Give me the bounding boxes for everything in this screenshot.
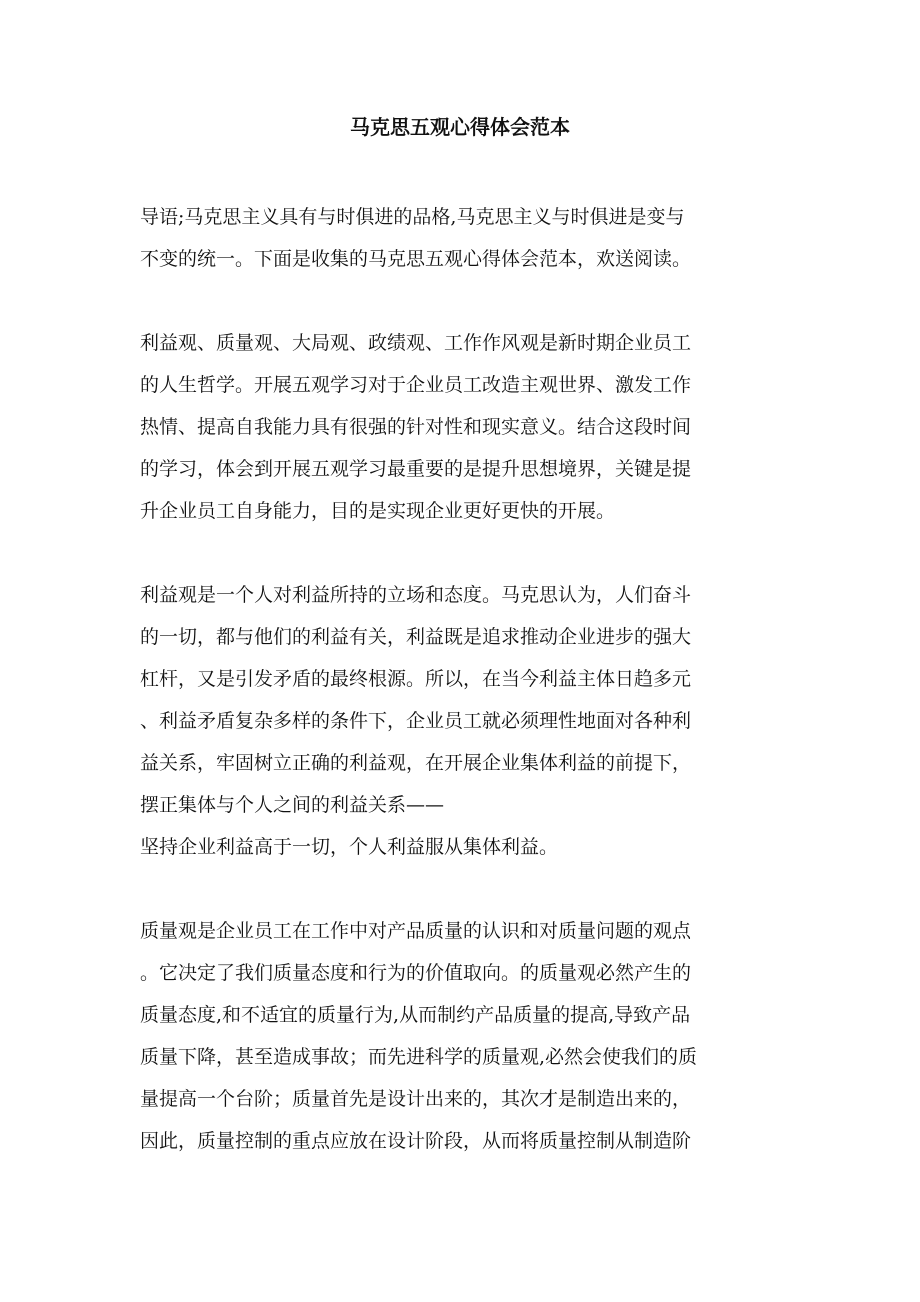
paragraph-quality-view xyxy=(140,910,780,1162)
text-line: 质量下降，甚至造成事故；而先进科学的质量观,必然会使我们的质 xyxy=(140,1046,698,1068)
paragraph-gap xyxy=(140,532,780,574)
text-line: 升企业员工自身能力，目的是实现企业更好更快的开展。 xyxy=(140,500,616,522)
paragraph-intro xyxy=(140,196,780,280)
paragraph-interest-view xyxy=(140,574,780,868)
text-line: 、利益矛盾复杂多样的条件下，企业员工就必须理性地面对各种利 xyxy=(140,710,692,732)
text-line: 坚持企业利益高于一切，个人利益服从集体利益。 xyxy=(140,836,559,858)
text-line: 利益观是一个人对利益所持的立场和态度。马克思认为，人们奋斗 xyxy=(140,584,692,606)
text-line: 的一切，都与他们的利益有关，利益既是追求推动企业进步的强大 xyxy=(140,626,692,648)
text-line: 因此，质量控制的重点应放在设计阶段，从而将质量控制从制造阶 xyxy=(140,1130,692,1152)
text-line: 摆正集体与个人之间的利益关系—— xyxy=(140,794,445,816)
paragraph-gap xyxy=(140,280,780,322)
text-line: 益关系，牢固树立正确的利益观，在开展企业集体利益的前提下， xyxy=(140,752,692,774)
text-line: 的学习，体会到开展五观学习最重要的是提升思想境界，关键是提 xyxy=(140,458,692,480)
paragraph-five-views xyxy=(140,322,780,532)
paragraph-gap xyxy=(140,868,780,910)
text-line: 量提高一个台阶；质量首先是设计出来的，其次才是制造出来的， xyxy=(140,1088,692,1110)
document-title: 马克思五观心得体会范本 xyxy=(350,115,570,139)
document-body xyxy=(140,196,780,1162)
text-line: 杠杆，又是引发矛盾的最终根源。所以，在当今利益主体日趋多元 xyxy=(140,668,692,690)
text-line: 的人生哲学。开展五观学习对于企业员工改造主观世界、激发工作 xyxy=(140,374,692,396)
text-line: 质量态度,和不适宜的质量行为,从而制约产品质量的提高,导致产品 xyxy=(140,1004,691,1026)
text-line: 不变的统一。下面是收集的马克思五观心得体会范本，欢送阅读。 xyxy=(140,248,692,270)
text-line: 导语;马克思主义具有与时俱进的品格,马克思主义与时俱进是变与 xyxy=(140,206,685,228)
text-line: 热情、提高自我能力具有很强的针对性和现实意义。结合这段时间 xyxy=(140,416,692,438)
text-line: 质量观是企业员工在工作中对产品质量的认识和对质量问题的观点 xyxy=(140,920,692,942)
text-line: 利益观、质量观、大局观、政绩观、工作作风观是新时期企业员工 xyxy=(140,332,692,354)
text-line: 。它决定了我们质量态度和行为的价值取向。的质量观必然产生的 xyxy=(140,962,692,984)
